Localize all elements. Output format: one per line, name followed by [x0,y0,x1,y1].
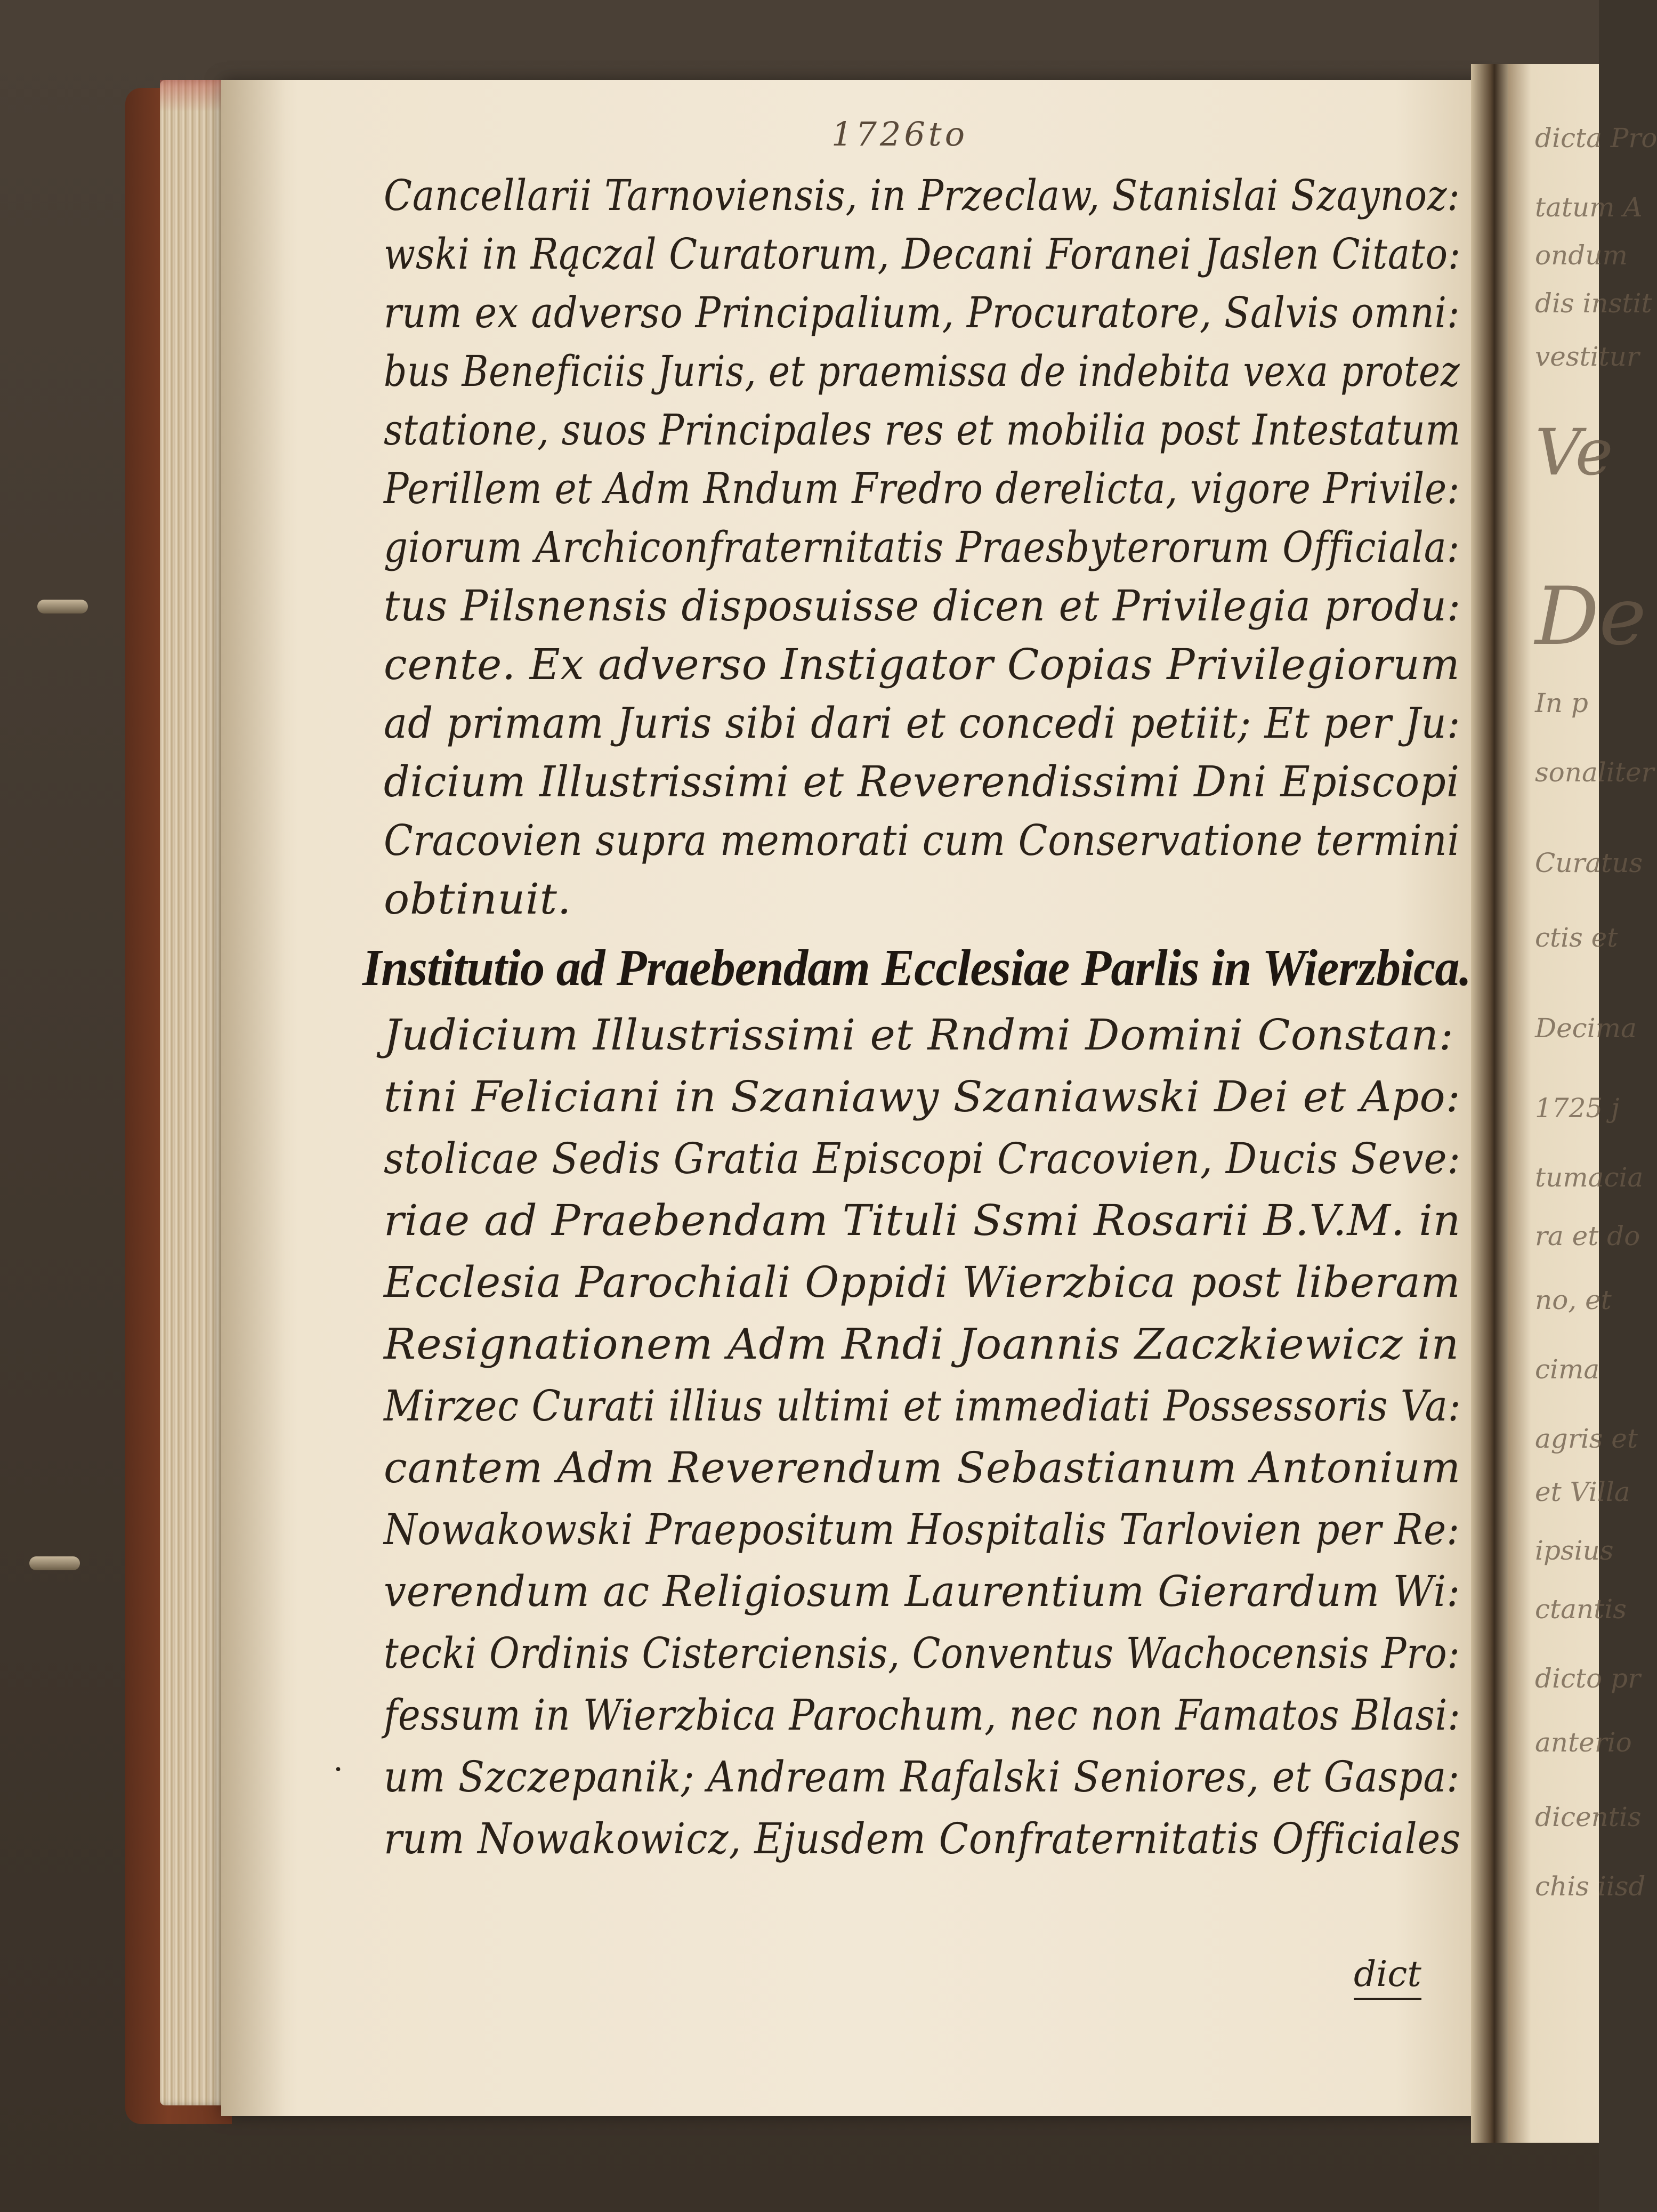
manuscript-line: rum Nowakowicz, Ejusdem Confraternitatis Officiales [384,1814,1461,1863]
facing-page-fragment: vestitur [1535,341,1639,372]
manuscript-line: verendum ac Religiosum Laurentium Gierardum Wi: [384,1567,1461,1616]
manuscript-line: Mirzec Curati illius ultimi et immediati Possessoris Va: [384,1381,1461,1431]
margin-dot: · [333,1751,344,1788]
manuscript-line: dicium Illustrissimi et Reverendissimi Dni Episcopi [384,757,1460,806]
facing-page-fragment: tumacia [1535,1162,1644,1193]
facing-page-fragment: Decima [1535,1013,1637,1044]
book-gutter [1471,64,1514,2143]
facing-page-fragment: ipsius [1535,1535,1614,1566]
manuscript-line: Judicium Illustrissimi et Rndmi Domini Constan: [384,1010,1454,1060]
facing-page-fragment: Ve [1535,416,1613,490]
section-heading: Institutio ad Praebendam Ecclesiae Parlis in Wierzbica. [362,939,1471,997]
manuscript-line: Cracovien supra memorati cum Conservatione termini [384,816,1460,865]
manuscript-line: fessum in Wierzbica Parochum, nec non Famatos Blasi: [384,1690,1461,1740]
clasp-pin-lower [29,1556,80,1570]
facing-page-fragment: De [1535,570,1647,663]
facing-page-fragment: cima [1535,1354,1600,1385]
facing-page-fragment: agris et [1535,1423,1638,1454]
facing-page-fragment: chis iisd [1535,1871,1646,1902]
facing-page [1508,64,1657,2143]
page-number: 1726to [831,115,968,154]
manuscript-line: tus Pilsnensis disposuisse dicen et Privilegia produ: [384,581,1461,631]
catchword: dict [1354,1953,1421,2000]
facing-page-fragment: no, et [1535,1285,1612,1315]
manuscript-line: bus Beneficiis Juris, et praemissa de indebita vexa protez [384,346,1460,396]
facing-page-fragment: anterio [1535,1727,1632,1758]
facing-page-fragment: dicto pr [1535,1663,1640,1694]
facing-page-fragment: In p [1535,688,1588,719]
manuscript-line: Nowakowski Praepositum Hospitalis Tarlovien per Re: [384,1505,1460,1554]
manuscript-line: rum ex adverso Principalium, Procuratore, Salvis omni: [384,288,1460,337]
facing-page-fragment: ondum [1535,240,1628,271]
manuscript-line: cente. Ex adverso Instigator Copias Privilegiorum [384,640,1460,689]
clasp-pin-upper [37,600,88,613]
facing-page-fragment: et Villa [1535,1476,1630,1507]
facing-page-fragment: ctis et [1535,922,1618,953]
manuscript-line: Ecclesia Parochiali Oppidi Wierzbica post liberam [384,1257,1461,1307]
facing-page-fragment: ra et do [1535,1221,1640,1252]
facing-page-fragment: dis instit [1535,288,1652,319]
facing-page-fragment: sonaliter [1535,757,1654,788]
facing-page-fragment: dicentis [1535,1802,1642,1832]
facing-page-fragment: ctantis [1535,1594,1627,1625]
facing-page-fragment: dicta Pro [1535,123,1657,154]
manuscript-line: Cancellarii Tarnoviensis, in Przeclaw, Stanislai Szaynoz: [384,171,1460,220]
manuscript-line: Perillem et Adm Rndum Fredro derelicta, vigore Privile: [384,464,1460,513]
manuscript-line: tini Feliciani in Szaniawy Szaniawski Dei et Apo: [384,1072,1461,1121]
manuscript-line: um Szczepanik; Andream Rafalski Seniores, et Gaspa: [384,1752,1460,1802]
manuscript-line: obtinuit. [384,874,572,924]
manuscript-line: ad primam Juris sibi dari et concedi petiit; Et per Ju: [384,698,1461,748]
manuscript-line: riae ad Praebendam Tituli Ssmi Rosarii B.V.M. in [384,1196,1461,1245]
facing-page-fragment: tatum A [1535,192,1643,223]
manuscript-line: tecki Ordinis Cisterciensis, Conventus Wachocensis Pro: [384,1628,1460,1678]
manuscript-line: giorum Archiconfraternitatis Praesbyterorum Officiala: [384,522,1460,572]
manuscript-line: cantem Adm Reverendum Sebastianum Antonium [384,1443,1461,1492]
facing-page-fragment: Curatus [1535,847,1643,878]
manuscript-line: stolicae Sedis Gratia Episcopi Cracovien, Ducis Seve: [384,1134,1461,1183]
manuscript-line: wski in Rączal Curatorum, Decani Foranei Jaslen Citato: [384,229,1461,279]
manuscript-line: statione, suos Principales res et mobilia post Intestatum [384,405,1461,455]
manuscript-line: Resignationem Adm Rndi Joannis Zaczkiewicz in [384,1319,1460,1369]
facing-page-fragment: 1725 j [1535,1093,1620,1124]
